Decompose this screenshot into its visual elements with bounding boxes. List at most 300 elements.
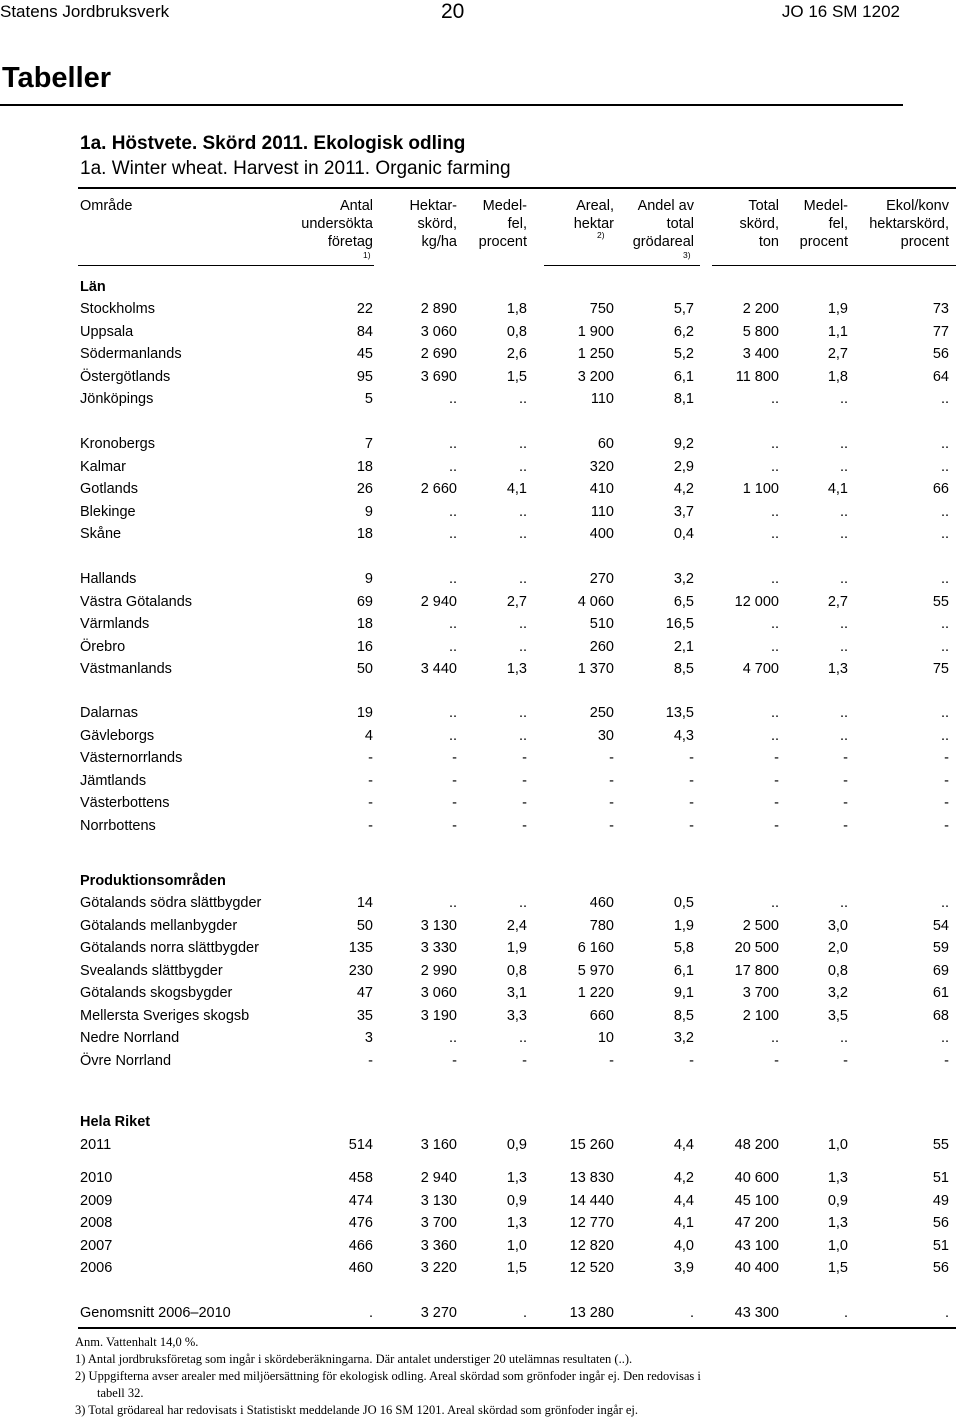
- row-label: Götalands mellanbygder: [80, 917, 238, 934]
- row-value: 250: [589, 705, 614, 721]
- table-row: [0, 1053, 960, 1073]
- table-row: [0, 346, 960, 366]
- row-value: ..: [839, 458, 848, 475]
- row-value: 50: [356, 661, 373, 677]
- table-row: [0, 571, 960, 591]
- row-value: -: [522, 772, 527, 789]
- row-value: .: [689, 1305, 694, 1321]
- row-value: 45: [356, 346, 373, 362]
- row-value: 2,4: [506, 917, 527, 934]
- column-header-line: undersökta: [301, 216, 373, 232]
- column-header-line: Hektar-: [409, 198, 457, 214]
- row-value: ..: [518, 526, 527, 542]
- column-header-line: procent: [900, 234, 949, 250]
- row-value: 0,8: [827, 962, 848, 979]
- row-value: 2,1: [673, 638, 694, 655]
- table-row: [0, 1305, 960, 1325]
- header-rule-1: [78, 265, 374, 266]
- row-value: 750: [589, 301, 614, 317]
- row-value: 3: [364, 1030, 373, 1046]
- row-value: 54: [932, 917, 949, 934]
- column-header-7: [800, 197, 848, 251]
- footnotes: [75, 1334, 905, 1419]
- row-value: 20 500: [734, 940, 779, 956]
- row-value: 3,1: [506, 985, 527, 1001]
- column-header-2: [409, 197, 457, 251]
- row-label: Götalands södra slättbygder: [80, 895, 262, 911]
- table-row: [0, 301, 960, 321]
- row-value: 51: [932, 1237, 949, 1254]
- row-value: 4 700: [742, 661, 779, 677]
- row-value: 1 220: [577, 985, 614, 1001]
- row-value: ..: [770, 526, 779, 542]
- row-value: 3 220: [420, 1260, 457, 1276]
- row-value: -: [609, 817, 614, 834]
- footnote-marker: 3): [683, 250, 691, 260]
- note-3: 3) Total grödareal har redovisats i Statistiskt meddelande JO 16 SM 1201. Areal skördad som grönfoder ingår ej.: [75, 1403, 639, 1417]
- row-value: -: [452, 772, 457, 789]
- row-value: ..: [518, 616, 527, 632]
- row-value: 2 100: [742, 1007, 779, 1024]
- row-value: ..: [940, 638, 949, 655]
- row-value: 2,0: [827, 940, 848, 956]
- row-value: 9,2: [673, 436, 694, 452]
- table-row: [0, 526, 960, 546]
- row-value: 2 940: [420, 1170, 457, 1186]
- row-value: 3 400: [742, 346, 779, 362]
- row-label: Västmanlands: [80, 661, 172, 677]
- row-value: 3 060: [420, 323, 457, 340]
- row-value: ..: [770, 895, 779, 911]
- row-label: Nedre Norrland: [80, 1030, 180, 1046]
- row-value: 1,0: [827, 1137, 848, 1153]
- page-header-series: JO 16 SM 1202: [781, 2, 900, 21]
- column-header-8: [869, 197, 949, 251]
- row-value: -: [843, 750, 848, 766]
- note-2: 2) Uppgifterna avser arealer med miljöersättning för ekologisk odling. Areal skördad som grönfoder ingår ej. Den redovisas i: [75, 1369, 701, 1383]
- row-value: ..: [839, 391, 848, 407]
- table-row: [0, 795, 960, 815]
- row-value: 3,2: [673, 571, 694, 587]
- row-value: 2 940: [420, 593, 457, 610]
- row-label: Hallands: [80, 571, 137, 587]
- row-label: Mellersta Sveriges skogsb: [80, 1007, 250, 1024]
- row-value: ..: [839, 571, 848, 587]
- header-rule-2: [544, 265, 700, 266]
- column-header-line: kg/ha: [421, 234, 457, 250]
- row-value: 460: [348, 1260, 373, 1276]
- row-value: ..: [940, 616, 949, 632]
- row-label: Svealands slättbygder: [80, 962, 223, 979]
- row-value: -: [843, 1052, 848, 1069]
- table-row: [0, 1170, 960, 1190]
- row-value: 1 900: [577, 323, 614, 340]
- column-header-line: företag: [327, 234, 373, 250]
- row-value: ..: [770, 638, 779, 655]
- row-label: Stockholms: [80, 301, 155, 317]
- row-value: 5,2: [673, 346, 694, 362]
- table-row: [0, 639, 960, 659]
- row-label: Skåne: [80, 526, 122, 542]
- row-label: Västerbottens: [80, 795, 170, 811]
- row-value: 13,5: [665, 705, 694, 721]
- row-value: 4 060: [577, 593, 614, 610]
- row-value: 1 100: [742, 481, 779, 497]
- row-value: -: [774, 795, 779, 811]
- row-value: -: [944, 795, 949, 811]
- row-value: 5 800: [742, 323, 779, 340]
- page-title: Tabeller: [2, 62, 112, 94]
- row-value: 5,7: [673, 301, 694, 317]
- table-row: [0, 1008, 960, 1028]
- table-row: [0, 773, 960, 793]
- row-value: 4,4: [673, 1137, 694, 1153]
- row-value: 1,0: [506, 1237, 527, 1254]
- row-value: 466: [348, 1237, 373, 1254]
- row-label: Blekinge: [80, 503, 136, 520]
- row-value: 2 660: [420, 481, 457, 497]
- row-value: 1 250: [577, 346, 614, 362]
- row-value: -: [774, 750, 779, 766]
- row-value: 4,3: [673, 727, 694, 744]
- row-value: -: [368, 750, 373, 766]
- row-value: 7: [364, 436, 373, 452]
- row-label: Västernorrlands: [80, 750, 183, 766]
- row-value: -: [689, 1052, 694, 1069]
- table-title-swedish: 1a. Höstvete. Skörd 2011. Ekologisk odling: [80, 133, 466, 154]
- row-value: -: [609, 795, 614, 811]
- row-value: ..: [770, 727, 779, 744]
- row-value: ..: [770, 503, 779, 520]
- row-value: ..: [770, 458, 779, 475]
- row-value: ..: [448, 458, 457, 475]
- row-label: Östergötlands: [80, 368, 171, 385]
- row-value: 3 130: [420, 917, 457, 934]
- row-label: Örebro: [80, 638, 126, 655]
- row-value: 75: [932, 661, 949, 677]
- table-row: [0, 369, 960, 389]
- table-row: [0, 1193, 960, 1213]
- row-value: 3 160: [420, 1137, 457, 1153]
- row-value: ..: [940, 526, 949, 542]
- table-row: [0, 616, 960, 636]
- row-value: 474: [348, 1192, 373, 1209]
- row-value: 17 800: [734, 962, 779, 979]
- row-value: 3 200: [577, 368, 614, 385]
- row-value: -: [944, 750, 949, 766]
- table-row: [0, 705, 960, 725]
- table-title-english: 1a. Winter wheat. Harvest in 2011. Organic farming: [80, 158, 511, 179]
- table-row: [0, 963, 960, 983]
- row-label: Kalmar: [80, 458, 126, 475]
- row-value: -: [609, 772, 614, 789]
- row-value: 5: [364, 391, 373, 407]
- row-value: 3,2: [827, 985, 848, 1001]
- row-value: 3 700: [420, 1215, 457, 1231]
- table-row: [0, 895, 960, 915]
- row-value: 4,4: [673, 1192, 694, 1209]
- row-value: ..: [839, 705, 848, 721]
- table-row: [0, 940, 960, 960]
- row-value: 230: [348, 962, 373, 979]
- row-value: ..: [839, 895, 848, 911]
- row-value: ..: [448, 705, 457, 721]
- row-value: ..: [518, 391, 527, 407]
- row-value: 320: [589, 458, 614, 475]
- row-value: ..: [518, 895, 527, 911]
- row-value: 514: [348, 1137, 373, 1153]
- row-value: 6,2: [673, 323, 694, 340]
- row-value: 5 970: [577, 962, 614, 979]
- row-value: 12 820: [569, 1237, 614, 1254]
- row-value: 60: [597, 436, 614, 452]
- row-value: ..: [839, 503, 848, 520]
- row-value: ..: [940, 705, 949, 721]
- row-label: 2011: [80, 1137, 112, 1153]
- row-value: 4,1: [506, 481, 527, 497]
- table-row: [0, 1030, 960, 1050]
- row-value: 135: [348, 940, 373, 956]
- row-value: ..: [518, 638, 527, 655]
- note-1: 1) Antal jordbruksföretag som ingår i skördeberäkningarna. Där antalet understiger 20 utelämnas resultaten (..).: [75, 1352, 633, 1366]
- row-value: 3,0: [827, 917, 848, 934]
- column-header-line: hektarskörd,: [869, 216, 949, 232]
- row-value: ..: [839, 727, 848, 744]
- row-value: 1,8: [827, 368, 848, 385]
- row-value: 0,5: [673, 895, 694, 911]
- row-value: 19: [356, 705, 373, 721]
- column-header-line: total: [666, 216, 694, 232]
- row-value: 47 200: [734, 1215, 779, 1231]
- table-row: [0, 750, 960, 770]
- column-header-line: procent: [799, 234, 848, 250]
- table-row: [0, 459, 960, 479]
- row-label: 2008: [80, 1215, 113, 1231]
- row-value: 1,3: [827, 661, 848, 677]
- row-value: 68: [932, 1007, 949, 1024]
- row-value: 3,2: [673, 1030, 694, 1046]
- row-value: ..: [448, 638, 457, 655]
- table-row: [0, 1215, 960, 1235]
- column-header-1: [301, 197, 373, 251]
- row-value: 1,5: [506, 368, 527, 385]
- table-row: [0, 436, 960, 456]
- column-header-line: Ekol/konv: [886, 198, 949, 214]
- table-row: [0, 918, 960, 938]
- column-header-line: Areal,: [576, 198, 614, 214]
- row-value: 6,1: [673, 368, 694, 385]
- section-produktionsomraden: Produktionsområden: [80, 873, 226, 889]
- row-value: -: [368, 1052, 373, 1069]
- header-rule-3: [712, 265, 956, 266]
- row-value: 22: [356, 301, 373, 317]
- row-value: ..: [839, 436, 848, 452]
- row-value: 40 600: [734, 1170, 779, 1186]
- row-value: 56: [932, 346, 949, 362]
- row-value: 110: [590, 391, 614, 407]
- row-value: 0,9: [827, 1192, 848, 1209]
- row-value: .: [944, 1305, 949, 1321]
- row-value: 13 830: [569, 1170, 614, 1186]
- row-value: -: [522, 1052, 527, 1069]
- table-row: [0, 985, 960, 1005]
- row-value: 16: [356, 638, 373, 655]
- row-value: -: [944, 817, 949, 834]
- row-value: 0,8: [506, 323, 527, 340]
- row-value: 35: [356, 1007, 373, 1024]
- row-value: .: [843, 1305, 848, 1321]
- table-row: [0, 1260, 960, 1280]
- row-value: 14 440: [569, 1192, 614, 1209]
- note-anm: Anm. Vattenhalt 14,0 %.: [75, 1335, 199, 1349]
- row-value: 66: [932, 481, 949, 497]
- column-header-line: Område: [80, 198, 133, 214]
- row-value: 0,4: [673, 526, 694, 542]
- page-header-org: Statens Jordbruksverk: [0, 2, 170, 21]
- row-value: 1 370: [577, 661, 614, 677]
- row-value: 1,5: [506, 1260, 527, 1276]
- footnote-marker: 2): [597, 230, 605, 240]
- row-value: 1,3: [827, 1215, 848, 1231]
- row-value: -: [689, 772, 694, 789]
- row-value: 18: [356, 616, 373, 632]
- row-value: 400: [589, 526, 614, 542]
- column-header-line: Andel av: [637, 198, 694, 214]
- row-value: -: [774, 1052, 779, 1069]
- row-value: 10: [597, 1030, 614, 1046]
- row-value: ..: [448, 895, 457, 911]
- row-value: 0,9: [506, 1192, 527, 1209]
- table-row: [0, 324, 960, 344]
- row-value: 11 800: [735, 368, 779, 385]
- row-value: -: [609, 750, 614, 766]
- row-label: Jämtlands: [80, 772, 147, 789]
- row-value: 458: [348, 1170, 373, 1186]
- row-value: 8,1: [673, 391, 694, 407]
- row-value: 3 270: [420, 1305, 457, 1321]
- row-value: 43 100: [734, 1237, 779, 1254]
- row-value: 1,0: [827, 1237, 848, 1254]
- row-value: -: [609, 1052, 614, 1069]
- row-value: 0,9: [506, 1137, 527, 1153]
- row-value: 3,9: [673, 1260, 694, 1276]
- row-value: 2,7: [506, 593, 527, 610]
- row-value: -: [368, 795, 373, 811]
- row-value: 3 190: [420, 1007, 457, 1024]
- row-value: 1,3: [506, 661, 527, 677]
- row-value: -: [452, 1052, 457, 1069]
- row-label: Jönköpings: [80, 391, 154, 407]
- page-number: 20: [441, 0, 465, 23]
- row-value: 40 400: [734, 1260, 779, 1276]
- column-header-line: skörd,: [417, 216, 457, 232]
- row-value: 26: [356, 481, 373, 497]
- row-value: 51: [932, 1170, 949, 1186]
- column-header-line: Antal: [339, 198, 373, 214]
- row-value: 50: [356, 917, 373, 934]
- row-value: -: [944, 1052, 949, 1069]
- column-header-3: [479, 197, 527, 251]
- row-value: 1,9: [506, 940, 527, 956]
- row-value: ..: [940, 727, 949, 744]
- row-value: ..: [448, 616, 457, 632]
- row-label: Gävleborgs: [80, 727, 155, 744]
- row-value: 69: [356, 593, 373, 610]
- row-value: 61: [932, 985, 949, 1001]
- row-value: 3,3: [506, 1007, 527, 1024]
- row-label: Götalands norra slättbygder: [80, 940, 259, 956]
- row-value: 4,0: [673, 1237, 694, 1254]
- row-value: 6 160: [577, 940, 614, 956]
- row-label: 2010: [80, 1170, 113, 1186]
- row-label: Västra Götalands: [80, 593, 193, 610]
- row-value: ..: [839, 638, 848, 655]
- row-label: Uppsala: [80, 323, 134, 340]
- row-value: ..: [770, 616, 779, 632]
- row-value: ..: [448, 571, 457, 587]
- row-value: 3 700: [742, 985, 779, 1001]
- row-value: 2 990: [420, 962, 457, 979]
- row-value: ..: [518, 458, 527, 475]
- row-value: ..: [448, 436, 457, 452]
- row-value: 2 890: [420, 301, 457, 317]
- row-value: 4,1: [827, 481, 848, 497]
- row-value: 1,9: [827, 301, 848, 317]
- row-value: -: [368, 772, 373, 789]
- row-value: 43 300: [734, 1305, 779, 1321]
- row-value: 2 690: [420, 346, 457, 362]
- row-label: Norrbottens: [80, 817, 156, 834]
- row-value: 2 200: [742, 301, 779, 317]
- row-value: 45 100: [734, 1192, 779, 1209]
- row-value: ..: [448, 503, 457, 520]
- row-value: 4,1: [673, 1215, 694, 1231]
- column-header-line: Medel-: [803, 198, 848, 214]
- row-label: Övre Norrland: [80, 1052, 172, 1069]
- row-value: 15 260: [569, 1137, 614, 1153]
- row-value: -: [452, 795, 457, 811]
- row-value: ..: [940, 1030, 949, 1046]
- row-label: Kronobergs: [80, 436, 155, 452]
- row-value: ..: [940, 391, 949, 407]
- note-2-continued: tabell 32.: [97, 1386, 144, 1400]
- row-value: -: [689, 817, 694, 834]
- row-value: 84: [356, 323, 373, 340]
- table-row: [0, 594, 960, 614]
- column-header-4: [574, 197, 614, 233]
- row-value: 3 330: [420, 940, 457, 956]
- column-header-5: [633, 197, 694, 251]
- row-value: 13 280: [569, 1305, 614, 1321]
- row-value: 12 770: [569, 1215, 614, 1231]
- row-value: 260: [589, 638, 614, 655]
- row-value: 48 200: [734, 1137, 779, 1153]
- row-value: 476: [348, 1215, 373, 1231]
- row-value: 18: [356, 458, 373, 475]
- row-value: -: [522, 750, 527, 766]
- row-value: 2,6: [506, 346, 527, 362]
- row-value: 1,8: [506, 301, 527, 317]
- row-value: 3,7: [673, 503, 694, 520]
- row-value: -: [689, 750, 694, 766]
- column-header-line: fel,: [828, 216, 848, 232]
- row-value: 6,1: [673, 962, 694, 979]
- row-value: 55: [932, 1137, 949, 1153]
- row-value: 1,1: [827, 323, 848, 340]
- row-value: -: [368, 817, 373, 834]
- row-value: 77: [932, 323, 949, 340]
- row-value: 780: [589, 917, 614, 934]
